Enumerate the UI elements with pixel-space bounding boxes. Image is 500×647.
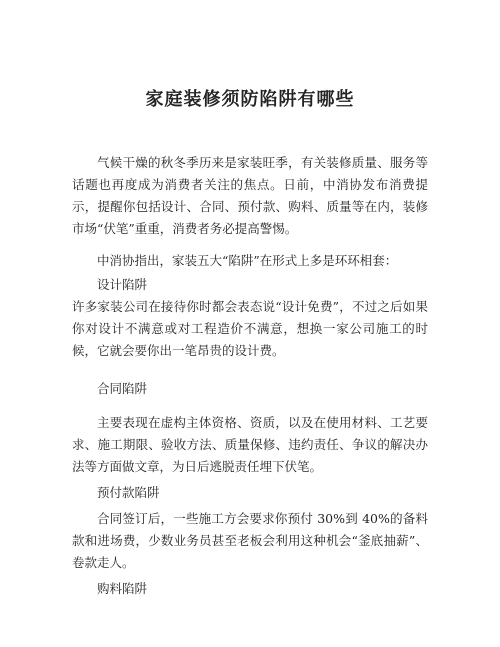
section-heading-prepayment: 预付款陷阱	[97, 485, 160, 500]
section-heading-contract: 合同陷阱	[97, 381, 148, 396]
document-title: 家庭装修须防陷阱有哪些	[145, 89, 355, 110]
summary-paragraph: 中消协指出，家装五大“陷阱”在形式上多是环环相套：	[97, 253, 398, 268]
section-body-contract: 主要表现在虚构主体资格、资质，以及在使用材料、工艺要求、施工期限、验收方法、质量保修、违约责任、争议的解决办法等方面做文章，为日后逃脱责任埋下伏笔。	[72, 415, 428, 474]
intro-paragraph: 气候干燥的秋冬季历来是家装旺季，有关装修质量、服务等话题也再度成为消费者关注的焦点。日前，中消协发布消费提示，提醒你包括设计、合同、预付款、购料、质量等在内，装修市场“伏笔”重重，消费者务必提高警惕。	[72, 155, 428, 236]
section-heading-design: 设计陷阱	[97, 277, 148, 292]
section-body-prepayment: 合同签订后，一些施工方会要求你预付 30%到 40%的备料款和进场费，少数业务员甚至老板会利用这种机会“釜底抽薪”、卷款走人。	[72, 511, 428, 570]
section-heading-materials: 购料陷阱	[97, 581, 148, 596]
section-body-design: 许多家装公司在接待你时都会表态说“设计免费”，不过之后如果你对设计不满意或对工程造价不满意，想换一家公司施工的时候，它就会要你出一笔昂贵的设计费。	[72, 299, 428, 358]
